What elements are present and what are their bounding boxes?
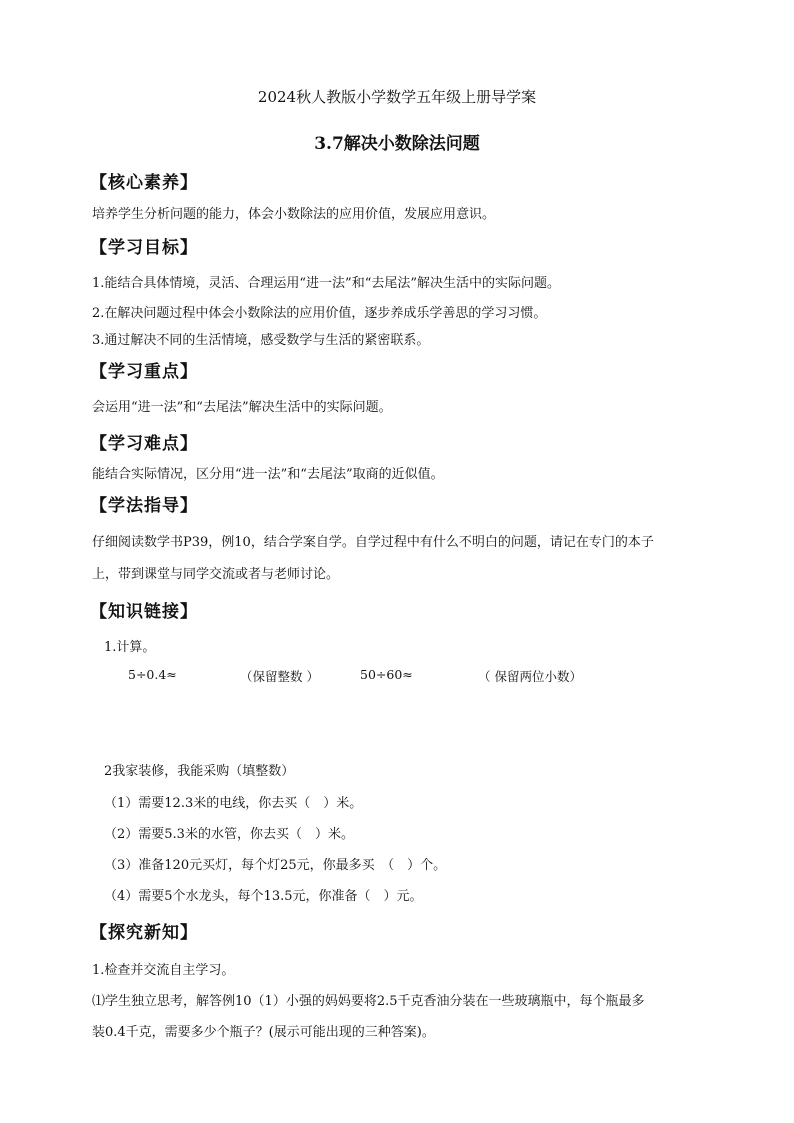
calc-expression: 5÷0.4≈ [128, 667, 177, 682]
document-title: 2024秋人教版小学数学五年级上册导学案 [257, 88, 537, 106]
goal-item: 1.能结合具体情境，灵活、合理运用“进一法”和“去尾法”解决生活中的实际问题。 [92, 276, 560, 291]
core-text: 培养学生分析问题的能力，体会小数除法的应用价值，发展应用意识。 [92, 207, 496, 222]
calc-rule: （保留整数 ） [240, 669, 319, 684]
section-heading-core: 【核心素养】 [90, 173, 198, 193]
goal-item: 3.通过解决不同的生活情境，感受数学与生活的紧密联系。 [92, 333, 430, 348]
section-heading-key: 【学习重点】 [90, 362, 198, 382]
section-heading-difficulty: 【学习难点】 [90, 434, 198, 454]
explore-line: ⑴学生独立思考，解答例10（1）小强的妈妈要将2.5千克香油分装在一些玻璃瓶中，每个瓶最多 [92, 994, 645, 1009]
calc-expression: 50÷60≈ [360, 667, 413, 682]
method-line: 仔细阅读数学书P39，例10，结合学案自学。自学过程中有什么不明白的问题，请记在专门的本子 [92, 535, 654, 550]
calc-rule: （ 保留两位小数） [478, 669, 582, 684]
goal-item: 2.在解决问题过程中体会小数除法的应用价值，逐步养成乐学善思的学习习惯。 [92, 306, 547, 321]
lesson-title: 3.7解决小数除法问题 [314, 134, 480, 154]
question-1: 1.计算。 [104, 640, 156, 655]
question-2-item: （4）需要5个水龙头，每个13.5元，你准备（ ）元。 [104, 889, 423, 904]
question-2-item: （2）需要5.3米的水管，你去买（ ）米。 [104, 827, 354, 842]
explore-line: 装0.4千克，需要多少个瓶子？(展示可能出现的三种答案)。 [92, 1025, 435, 1040]
section-heading-explore: 【探究新知】 [90, 923, 198, 943]
difficulty-text: 能结合实际情况，区分用“进一法”和“去尾法”取商的近似值。 [92, 467, 444, 482]
section-heading-link: 【知识链接】 [90, 602, 198, 622]
key-text: 会运用“进一法”和“去尾法”解决生活中的实际问题。 [92, 400, 392, 415]
question-2: 2我家装修，我能采购（填整数） [104, 764, 295, 779]
method-line: 上，带到课堂与同学交流或者与老师讨论。 [92, 567, 340, 582]
question-2-item: （1）需要12.3米的电线，你去买（ ）米。 [104, 796, 363, 811]
explore-item-1: 1.检查并交流自主学习。 [92, 963, 235, 978]
question-2-item: （3）准备120元买灯，每个灯25元，你最多买 （ ）个。 [104, 858, 447, 873]
section-heading-goals: 【学习目标】 [90, 238, 198, 258]
section-heading-method: 【学法指导】 [90, 496, 198, 516]
